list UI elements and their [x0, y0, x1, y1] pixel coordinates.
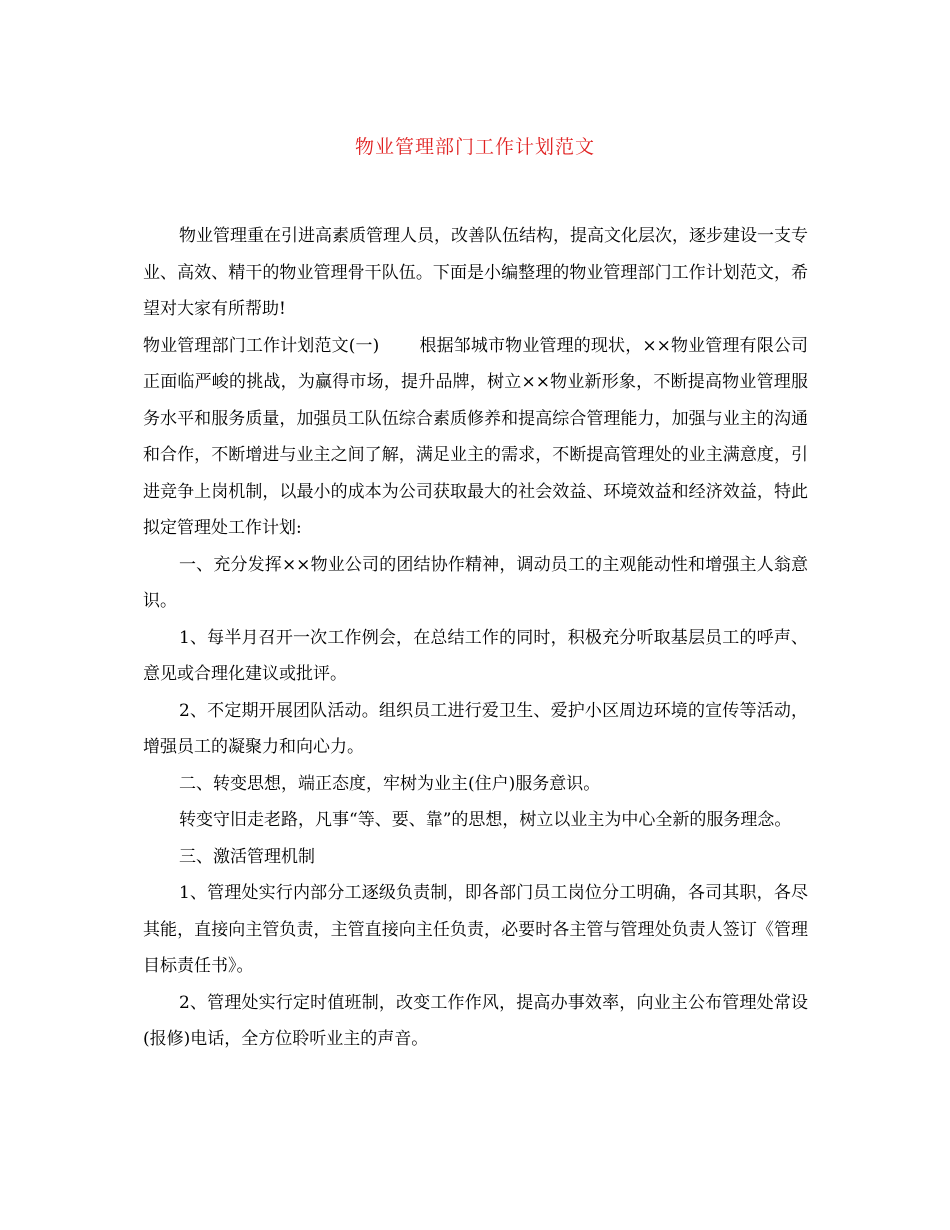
item-1-1: 1、每半月召开一次工作例会，在总结工作的同时，积极充分听取基层员工的呼声、意见或合理化建议或批评。: [143, 627, 808, 684]
item-3-2: 2、管理处实行定时值班制，改变工作作风，提高办事效率，向业主公布管理处常设(报修)电话，全方位聆听业主的声音。: [143, 992, 808, 1049]
section-one-paragraph: [143, 328, 808, 547]
heading-three: 三、激活管理机制: [179, 846, 315, 867]
item-1-2: 2、不定期开展团队活动。组织员工进行爱卫生、爱护小区周边环境的宣传等活动，增强员工的凝聚力和向心力。: [143, 700, 808, 757]
item-3-1: 1、管理处实行内部分工逐级负责制，即各部门员工岗位分工明确，各司其职，各尽其能，直接向主管负责，主管直接向主任负责，必要时各主管与管理处负责人签订《管理目标责任书》。: [143, 883, 808, 976]
heading-two: 二、转变思想，端正态度，牢树为业主(住户)服务意识。: [179, 773, 601, 794]
paragraph-two-body: 转变守旧走老路，凡事“等、要、靠”的思想，树立以业主为中心全新的服务理念。: [179, 810, 792, 830]
intro-paragraph: 物业管理重在引进高素质管理人员，改善队伍结构，提高文化层次，逐步建设一支专业、高效、精干的物业管理骨干队伍。下面是小编整理的物业管理部门工作计划范文，希望对大家有所帮助!: [143, 226, 808, 319]
document-body: [143, 218, 808, 1058]
section-intro: 根据邹城市物业管理的现状，××物业管理有限公司正面临严峻的挑战，为赢得市场，提升品牌，树立××物业新形象，不断提高物业管理服务水平和服务质量，加强员工队伍综合素质修养和提高综合管理能力，加强与业主的沟通和合作，不断增进与业主之间了解，满足业主的需求，不断提高管理处的业主满意度，引进竞争上岗机制，以最小的成本为公司获取最大的社会效益、环境效益和经济效益，特此拟定管理处工作计划:: [143, 335, 808, 538]
document-title: 物业管理部门工作计划范文: [354, 136, 595, 158]
section-heading: 物业管理部门工作计划范文(一): [143, 335, 380, 356]
heading-one: 一、充分发挥××物业公司的团结协作精神，调动员工的主观能动性和增强主人翁意识。: [143, 554, 808, 611]
